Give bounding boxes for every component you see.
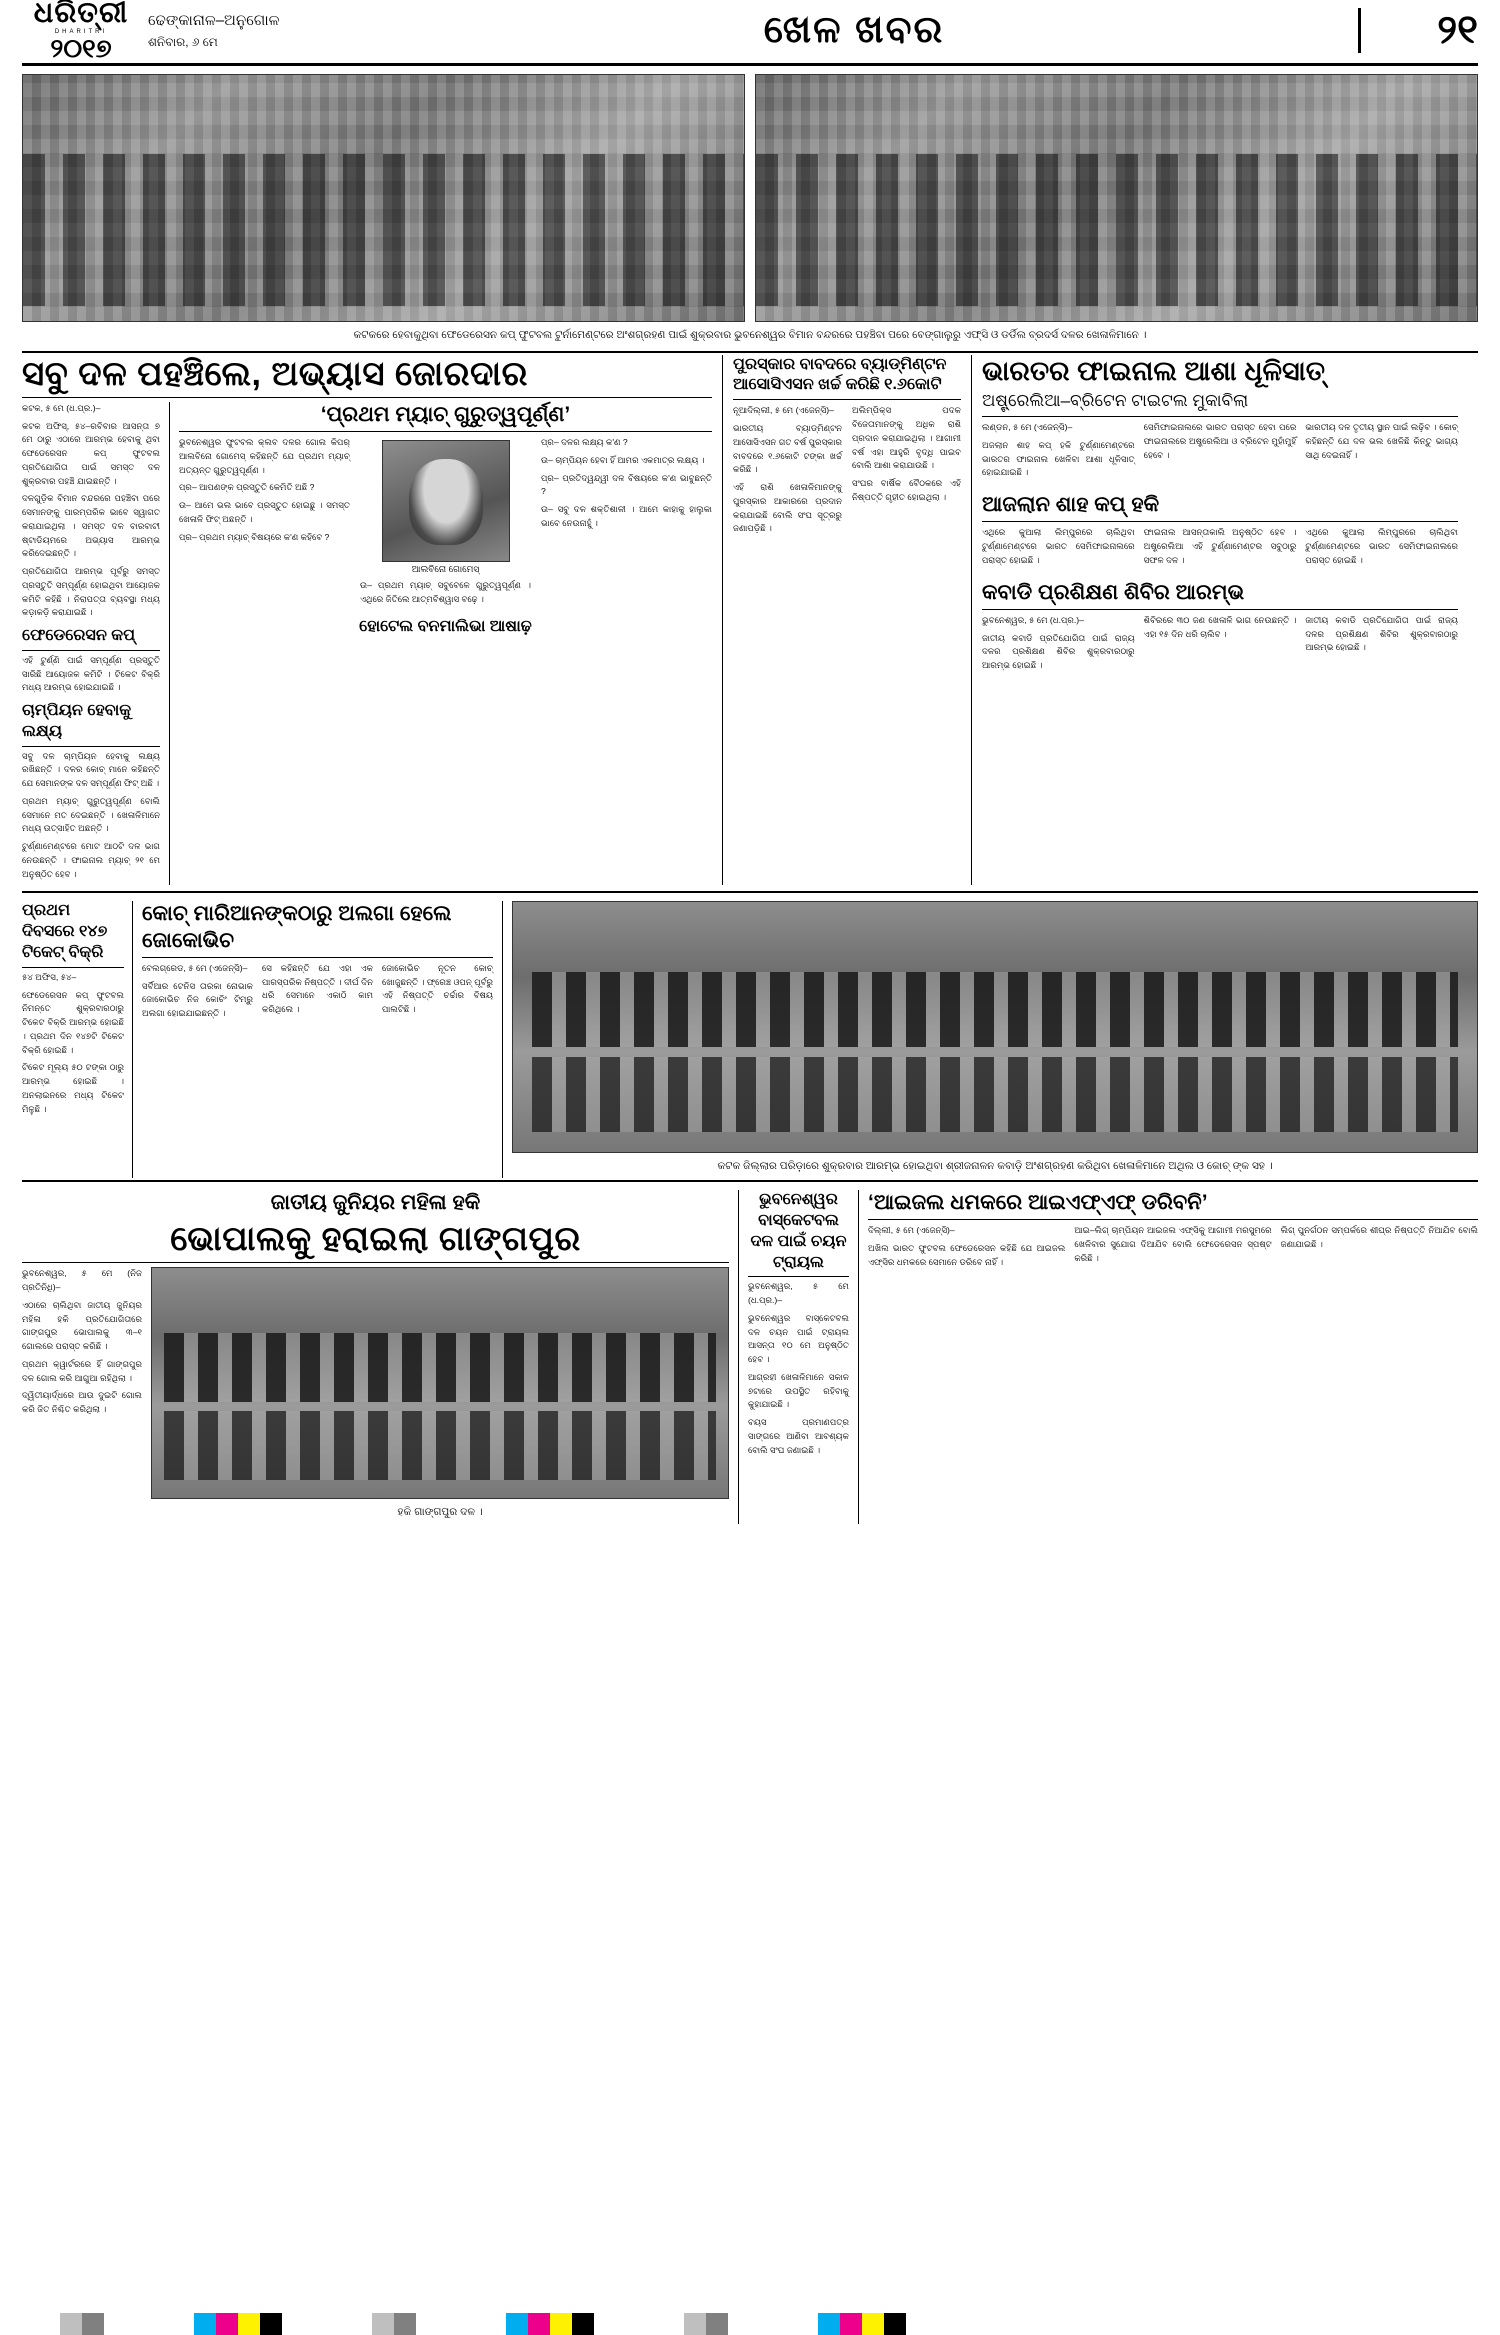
hockey-text-col bbox=[22, 1267, 142, 1524]
hockey-photo-block bbox=[151, 1267, 729, 1524]
qa-q-4: ପ୍ର– ପ୍ରତିଦ୍ୱନ୍ଦ୍ୱୀ ଦଳ ବିଷୟରେ କ'ଣ ଭାବୁଛନ୍ତି ? bbox=[541, 472, 712, 497]
basketball-story bbox=[738, 1190, 858, 1524]
kabaddi-photo-caption: କଟକ ଜିଲ୍ଲାର ପରିଡ଼ାରେ ଶୁକ୍ରବାର ଆରମ୍ଭ ହୋଇଥିବା ଶ୍ରୀଜନାଳନ କବାଡ଼ି ଅଂଶଗ୍ରହଣ କରିଥିବା ଖେଳାଳିମାନେ ଅଥିଲ ଓ କୋଚ୍ ଙ୍କ ସହ । bbox=[717, 1160, 1273, 1173]
basketball-headline: ଭୁବନେଶ୍ୱର ବାସ୍କେଟବଲ ଦଳ ପାଇଁ ଚୟନ ଟ୍ରାୟଲ bbox=[750, 1191, 847, 1271]
photo-hockey-team bbox=[151, 1267, 729, 1499]
swatch-cyan-b bbox=[506, 2313, 528, 2335]
swatch-cyan-c bbox=[818, 2313, 840, 2335]
interview-col-right bbox=[541, 436, 712, 611]
hockey-dateline: ଭୁବନେଶ୍ୱର, ୫ ମେ (ନିଜ ପ୍ରତିନିଧି)– bbox=[22, 1268, 142, 1293]
swatch-black-c bbox=[884, 2313, 906, 2335]
tender-para-4: ସଂଘର ବାର୍ଷିକ ବୈଠକରେ ଏହି ନିଷ୍ପତ୍ତି ଗୃହୀତ ହୋଇଥିଲା । bbox=[852, 478, 961, 502]
basketball-para-3: ବୟସ ପ୍ରମାଣପତ୍ର ସାଙ୍ଗରେ ଆଣିବା ଆବଶ୍ୟକ ବୋଲି ସଂଘ ଜଣାଇଛି । bbox=[748, 1417, 849, 1455]
interview-col-portrait bbox=[360, 436, 531, 611]
djokovic-story bbox=[132, 901, 502, 1178]
ausbrit-para-3: ଭାରତୀୟ ଦଳ ତୃତୀୟ ସ୍ଥାନ ପାଇଁ ଲଢ଼ିବ । କୋଚ୍ କହିଛନ୍ତି ଯେ ଦଳ ଭଲ ଖେଳିଛି କିନ୍ତୁ ଭାଗ୍ୟ ସାଥି ଦେଇନାହିଁ । bbox=[1305, 422, 1459, 460]
main-para-3: ପ୍ରତିଯୋଗିତା ଆରମ୍ଭ ପୂର୍ବରୁ ସମସ୍ତ ପ୍ରସ୍ତୁତି ସମ୍ପୂର୍ଣ୍ଣ ହୋଇଥିବା ଆୟୋଜକ କମିଟି କହିଛି । ନିରାପତ୍ତା ବ୍ୟବସ୍ଥା ମଧ୍ୟ କଡ଼ାକଡ଼ି କରାଯାଇଛି । bbox=[22, 566, 160, 618]
page-title: ଖେଳ ଖବର bbox=[763, 9, 945, 51]
ausbrit-subhead: ଅଷ୍ଟ୍ରେଲିଆ–ବ୍ରିଟେନ ଟାଇଟଲ ମୁକାବିଲା bbox=[982, 391, 1249, 411]
basketball-dateline: ଭୁବନେଶ୍ୱର, ୫ ମେ (ଧ.ପ୍ର.)– bbox=[748, 1281, 849, 1306]
main-headline: ସବୁ ଦଳ ପହଞ୍ଚିଲେ, ଅଭ୍ୟାସ ଜୋରଦାର bbox=[22, 354, 528, 393]
tender-dateline: ନୂଆଦିଲ୍ଲୀ, ୫ ମେ (ଏଜେନ୍ସି)– bbox=[733, 405, 834, 416]
color-registration-bar bbox=[0, 2313, 1500, 2335]
djokovic-dateline: ବେଲଗ୍ରେଡ, ୫ ମେ (ଏଜେନ୍ସି)– bbox=[142, 962, 248, 973]
basketball-para-2: ଆଗ୍ରହୀ ଖେଳାଳିମାନେ ସକାଳ ୭ଟାରେ ଉପସ୍ଥିତ ରହିବାକୁ କୁହାଯାଇଛି । bbox=[748, 1371, 849, 1410]
swatch-gray1-b bbox=[372, 2313, 394, 2335]
hockey-para-3: ଦ୍ୱିତୀୟାର୍ଦ୍ଧରେ ଆଉ ଦୁଇଟି ଗୋଲ କରି ଜିତ ନିଶ୍ଚିତ କରିଥିଲା । bbox=[22, 1390, 142, 1415]
portrait-caption: ଆଲବିନୋ ଗୋମେସ୍ bbox=[411, 564, 480, 575]
lower-content-row bbox=[22, 901, 1478, 1178]
tickets-story bbox=[22, 901, 132, 1178]
main-para-1: କଟକ ଅଫିସ୍, ୫୪–ରବିବାର ଆସନ୍ତା ୭ ମେ ଠାରୁ ଏଠାରେ ଆରମ୍ଭ ହେବାକୁ ଥିବା ଫେଡେରେସନ କପ୍ ଫୁଟବଲ ପ୍ରତିଯୋଗିତା ପାଇଁ ସମସ୍ତ ଦଳ ଶୁକ୍ରବାର ପହଞ୍ଚି ଯାଇଛନ୍ତି । bbox=[22, 420, 160, 486]
photo-team-arrival-right bbox=[755, 74, 1478, 322]
left-zone bbox=[22, 355, 722, 886]
edition-date: ଶନିବାର, ୬ ମେ bbox=[148, 34, 218, 49]
ifr-para-2: ଆଇ–ଲିଗ୍ ଚାମ୍ପିୟନ ଆଇଜଲ ଏଫ୍‌ସିକୁ ଆଗାମୀ ମରସୁମରେ ଖେଳିବାର ସୁଯୋଗ ଦିଆଯିବ ବୋଲି ଫେଡେରେସନ ସ୍ପଷ୍ଟ କରିଛି । bbox=[1074, 1225, 1272, 1263]
azlan-col-3 bbox=[1305, 526, 1458, 571]
hockey-headline: ଭୋପାଲକୁ ହରାଇଲା ଗାଙ୍ଗପୁର bbox=[170, 1220, 581, 1259]
ausbrit-dateline: ଲଣ୍ଡନ, ୫ ମେ (ଏଜେନ୍ସି)– bbox=[982, 422, 1073, 433]
djokovic-para-2: ସେ କହିଛନ୍ତି ଯେ ଏହା ଏକ ପାରସ୍ପରିକ ନିଷ୍ପତ୍ତି । ଦୀର୍ଘ ଦିନ ଧରି ସେମାନେ ଏକାଠି କାମ କରିଥିଲେ । bbox=[262, 962, 373, 1015]
registration-group-4 bbox=[506, 2313, 594, 2335]
kabaddi-para-1: ଜାତୀୟ କବାଡି ପ୍ରତିଯୋଗିତା ପାଇଁ ରାଜ୍ୟ ଦଳର ପ୍ରଶିକ୍ଷଣ ଶିବିର ଶୁକ୍ରବାରଠାରୁ ଆରମ୍ଭ ହୋଇଛି । bbox=[982, 632, 1135, 671]
qa-a-4: ଉ– ସବୁ ଦଳ ଶକ୍ତିଶାଳୀ । ଆମେ କାହାକୁ ହାଲୁକା ଭାବେ ନେଉନାହୁଁ । bbox=[541, 504, 712, 528]
kabaddi-col-2 bbox=[1144, 614, 1297, 677]
swatch-yellow-b bbox=[550, 2313, 572, 2335]
djokovic-col-3 bbox=[382, 962, 493, 1025]
logo-year: ୨୦୧୭ bbox=[50, 33, 112, 64]
photo-team-arrival-left bbox=[22, 74, 745, 322]
swatch-gray2-b bbox=[394, 2313, 416, 2335]
kabaddi-para-1b: ଜାତୀୟ କବାଡି ପ୍ରତିଯୋଗିତା ପାଇଁ ରାଜ୍ୟ ଦଳର ପ୍ରଶିକ୍ଷଣ ଶିବିର ଶୁକ୍ରବାରଠାରୁ ଆରମ୍ଭ ହୋଇଛି । bbox=[1305, 614, 1459, 653]
top-photo-caption: କଟକରେ ହେବାକୁଥିବା ଫେଡେରେସନ କପ୍ ଫୁଟବଲ ଟୁର୍ନାମେଣ୍ଟରେ ଅଂଶଗ୍ରହଣ ପାଇଁ ଶୁକ୍ରବାର ଭୁବନେଶ୍ୱର ବିମାନ ବନ୍ଦରରେ ପହଞ୍ଚିବା ପରେ ବେଙ୍ଗାଲୁରୁ ଏଫ୍‌ସି ଓ ଡର୍ଡିଲ ବ୍ରଦର୍ସ ଦଳର ଖେଳାଳିମାନେ । bbox=[353, 329, 1147, 341]
main-story-column bbox=[22, 402, 160, 886]
kabaddi-para-2: ଶିବିରରେ ୩୦ ଜଣ ଖେଳାଳି ଭାଗ ନେଉଛନ୍ତି । ଏହା ୧୫ ଦିନ ଧରି ଚାଲିବ । bbox=[1143, 614, 1297, 639]
tender-story bbox=[722, 355, 972, 886]
top-photo-row bbox=[22, 74, 1478, 322]
hockey-kicker: ଜାତୀୟ ଜୁନିୟର ମହିଳା ହକି bbox=[270, 1191, 481, 1215]
page-number: ୨୧ bbox=[1358, 8, 1478, 53]
ausbrit-col-3 bbox=[1305, 421, 1458, 484]
sub1-title: ଫେଡେରେସନ କପ୍ bbox=[22, 627, 136, 645]
masthead bbox=[22, 0, 1478, 66]
tender-headline: ପୁରସ୍କାର ବାବଦରେ ବ୍ୟାଡ୍‌ମିଣ୍ଟନ ଆସୋସିଏସନ ଖର୍ଚ୍ଚ କରିଛି ୧.୬କୋଟି bbox=[733, 355, 947, 394]
bottom-content-row bbox=[22, 1190, 1478, 1524]
photo-kabaddi-group bbox=[512, 901, 1478, 1153]
qa-a-2: ଉ– ପ୍ରଥମ ମ୍ୟାଚ୍ ସବୁବେଳେ ଗୁରୁତ୍ୱପୂର୍ଣ୍ଣ । ଏଥିରେ ଜିତିଲେ ଆତ୍ମବିଶ୍ୱାସ ବଢ଼େ । bbox=[360, 580, 531, 604]
qa-q-3: ପ୍ର– ଦଳର ଲକ୍ଷ୍ୟ କ'ଣ ? bbox=[541, 437, 628, 448]
djokovic-col-1 bbox=[142, 962, 253, 1025]
tender-para-2: ଏହି ରାଶି ଖେଳାଳିମାନଙ୍କୁ ପୁରସ୍କାର ଆକାରରେ ପ୍ରଦାନ କରାଯାଇଛି ବୋଲି ସଂଘ ସୂତ୍ରରୁ ଜଣାପଡ଼ିଛି । bbox=[733, 482, 842, 534]
djokovic-para-1: ସର୍ବିଆର ଟେନିସ ତାରକା ନୋଭାକ ଜୋକୋଭିଚ ନିଜ କୋଚିଂ ଟିମ୍‌ରୁ ଅଲଗା ହୋଇଯାଇଛନ୍ତି । bbox=[142, 980, 253, 1019]
swatch-gray1 bbox=[60, 2313, 82, 2335]
edition-place: ଢେଙ୍କାନାଳ–ଅନୁଗୋଳ bbox=[148, 12, 280, 30]
azlan-para-2: ଫାଇନାଲ ଆସନ୍ତାକାଲି ଅନୁଷ୍ଠିତ ହେବ । ଅଷ୍ଟ୍ରେଲିଆ ଏହି ଟୁର୍ଣ୍ଣାମେଣ୍ଟର ସବୁଠାରୁ ସଫଳ ଦଳ । bbox=[1143, 527, 1297, 565]
ifr-col-2 bbox=[1074, 1224, 1271, 1273]
ausbrit-col-2 bbox=[1144, 421, 1297, 484]
swatch-magenta-c bbox=[840, 2313, 862, 2335]
tickets-headline: ପ୍ରଥମ ଦିବସରେ ୧୪୭ ଟିକେଟ୍ ବିକ୍ରି bbox=[22, 902, 108, 962]
tickets-para-2: ଟିକେଟ ମୂଲ୍ୟ ୫୦ ଟଙ୍କା ଠାରୁ ଆରମ୍ଭ ହୋଇଛି । ଅନଲାଇନରେ ମଧ୍ୟ ଟିକେଟ ମିଳୁଛି । bbox=[22, 1062, 124, 1114]
qa-q-2: ପ୍ର– ପ୍ରଥମ ମ୍ୟାଚ୍ ବିଷୟରେ କ'ଣ କହିବେ ? bbox=[179, 531, 330, 542]
kabaddi-photo-block bbox=[502, 901, 1478, 1178]
swatch-cyan bbox=[194, 2313, 216, 2335]
registration-group-5 bbox=[684, 2313, 728, 2335]
hockey-para-1: ଏଠାରେ ଚାଲିଥିବା ଜାତୀୟ ଜୁନିୟର ମହିଳା ହକି ପ୍ରତିଯୋଗିତାରେ ଗାଙ୍ଗପୁର ଭୋପାଲକୁ ୩–୧ ଗୋଲରେ ପରାସ୍ତ କରିଛି । bbox=[22, 1299, 142, 1352]
hockey-photo-caption: ହକି ଗାଙ୍ଗପୁର ଦଳ । bbox=[397, 1506, 483, 1519]
azlan-para-1b: ଏଥିରେ କୁଆଲା ଲିମ୍ପୁରରେ ଚାଲିଥିବା ଟୁର୍ଣ୍ଣାମେଣ୍ଟରେ ଭାରତ ସେମିଫାଇନାଲରେ ପରାସ୍ତ ହୋଇଛି । bbox=[1305, 527, 1459, 565]
main-para-2: ଦଳଗୁଡ଼ିକ ବିମାନ ବନ୍ଦରରେ ପହଞ୍ଚିବା ପରେ ସେମାନଙ୍କୁ ପାରମ୍ପରିକ ଭାବେ ସ୍ୱାଗତ କରାଯାଇଥିଲା । ସମସ୍ତ ଦଳ ବାରବାଟୀ ଷ୍ଟାଡିୟମରେ ଅଭ୍ୟାସ ଆରମ୍ଭ କରିଦେଇଛନ୍ତି । bbox=[22, 493, 160, 559]
djokovic-para-3: ଜୋକୋଭିଚ ନୂତନ କୋଚ୍ ଖୋଜୁଛନ୍ତି । ଫ୍ରେଞ୍ଚ ଓପନ୍ ପୂର୍ବରୁ ଏହି ନିଷ୍ପତ୍ତି ଚର୍ଚ୍ଚାର ବିଷୟ ପାଲଟିଛି । bbox=[382, 962, 493, 1015]
ifr-dateline: ଦିଲ୍ଲୀ, ୫ ମେ (ଏଜେନ୍ସି)– bbox=[868, 1225, 955, 1236]
main-content-row bbox=[22, 355, 1478, 886]
ifr-para-1: ଅଖିଲ ଭାରତ ଫୁଟବଲ ଫେଡେରେସନ କହିଛି ଯେ ଆଇଜଲ ଏଫ୍‌ସିର ଧମକରେ ସେମାନେ ଡରିବେ ନାହିଁ । bbox=[868, 1243, 1066, 1267]
sub2-para-3: ଟୁର୍ଣ୍ଣାମେଣ୍ଟରେ ମୋଟ ଆଠଟି ଦଳ ଭାଗ ନେଉଛନ୍ତି । ଫାଇନାଲ ମ୍ୟାଚ୍ ୨୧ ମେ ଅନୁଷ୍ଠିତ ହେବ । bbox=[22, 841, 160, 879]
hockey-story bbox=[22, 1190, 738, 1524]
interview-signature: ହୋଟେଲ ବନମାଲିଭା ଆଷାଢ଼ bbox=[359, 617, 532, 635]
sub2-title: ଚାମ୍ପିୟନ ହେବାକୁ ଲକ୍ଷ୍ୟ bbox=[22, 702, 132, 740]
qa-a-3: ଉ– ଚାମ୍ପିୟନ ହେବା ହିଁ ଆମର ଏକମାତ୍ର ଲକ୍ଷ୍ୟ । bbox=[541, 454, 705, 465]
masthead-edition bbox=[140, 10, 350, 51]
interview-col-left bbox=[179, 436, 350, 611]
swatch-yellow bbox=[238, 2313, 260, 2335]
registration-group-6 bbox=[818, 2313, 906, 2335]
main-dateline: କଟକ, ୫ ମେ (ଧ.ପ୍ର.)– bbox=[22, 402, 101, 413]
portrait-photo bbox=[382, 440, 510, 562]
ausbrit-col-1 bbox=[982, 421, 1135, 484]
ausbrit-para-2: ସେମିଫାଇନାଲରେ ଭାରତ ପରାସ୍ତ ହେବା ପରେ ଫାଇନାଲରେ ଅଷ୍ଟ୍ରେଲିଆ ଓ ବ୍ରିଟେନ ମୁହାଁମୁହିଁ ହେବେ । bbox=[1143, 422, 1297, 460]
ifr-headline: ‘ଆଇଜଲ ଧମକରେ ଆଇଏଫ୍‌ଏଫ୍‌ ଡରିବନି’ bbox=[868, 1191, 1208, 1215]
swatch-magenta bbox=[216, 2313, 238, 2335]
registration-group-3 bbox=[372, 2313, 416, 2335]
azlan-para-1: ଏଥିରେ କୁଆଲା ଲିମ୍ପୁରରେ ଚାଲିଥିବା ଟୁର୍ଣ୍ଣାମେଣ୍ଟରେ ଭାରତ ସେମିଫାଇନାଲରେ ପରାସ୍ତ ହୋଇଛି । bbox=[982, 527, 1135, 565]
registration-group-1 bbox=[60, 2313, 104, 2335]
sub2-para-1: ସବୁ ଦଳ ଚାମ୍ପିୟନ ହେବାକୁ ଲକ୍ଷ୍ୟ ରଖିଛନ୍ତି । ଦଳର କୋଚ୍ ମାନେ କହିଛନ୍ତି ଯେ ସେମାନଙ୍କ ଦଳ ସମ୍ପୂର୍ଣ୍ଣ ଫିଟ୍ ଅଛି । bbox=[22, 750, 160, 789]
azlan-headline: ଆଜଲାନ ଶାହ କପ୍ ହକି bbox=[982, 493, 1160, 517]
basketball-para-1: ଭୁବନେଶ୍ୱର ବାସ୍କେଟବଲ ଦଳ ଚୟନ ପାଇଁ ଟ୍ରାୟଲ ଆସନ୍ତା ୧୦ ମେ ଅନୁଷ୍ଠିତ ହେବ । bbox=[748, 1312, 849, 1365]
djokovic-col-2 bbox=[262, 962, 373, 1025]
tender-col-1 bbox=[733, 404, 842, 540]
kabaddi-col-1 bbox=[982, 614, 1135, 677]
swatch-gray2-c bbox=[706, 2313, 728, 2335]
registration-group-2 bbox=[194, 2313, 282, 2335]
qa-q-1: ପ୍ର– ଆପଣଙ୍କ ପ୍ରସ୍ତୁତି କେମିତି ଅଛି ? bbox=[179, 482, 315, 493]
swatch-magenta-b bbox=[528, 2313, 550, 2335]
sub2-para-2: ପ୍ରଥମ ମ୍ୟାଚ୍ ଗୁରୁତ୍ୱପୂର୍ଣ୍ଣ ବୋଲି ସେମାନେ ମତ ଦେଇଛନ୍ତି । ଖେଳାଳିମାନେ ମଧ୍ୟ ଉତ୍ସାହିତ ଅଛନ୍ତି । bbox=[22, 795, 160, 834]
interview-intro: ଭୁବନେଶ୍ୱର ଫୁଟବଲ କ୍ଲବ ଦଳର ଗୋଲ କିପର୍ ଆଲବିନୋ ଗୋମେସ୍ କହିଛନ୍ତି ଯେ ପ୍ରଥମ ମ୍ୟାଚ୍ ଅତ୍ୟନ୍ତ ଗୁରୁତ୍ୱପୂର୍ଣ୍ଣ । bbox=[179, 437, 350, 475]
tickets-para-1: ଫେଡେରେସନ କପ୍ ଫୁଟବଲ ନିମନ୍ତେ ଶୁକ୍ରବାରଠାରୁ ଟିକେଟ ବିକ୍ରି ଆରମ୍ଭ ହୋଇଛି । ପ୍ରଥମ ଦିନ ୧୪୭ଟି ଟିକେଟ ବିକ୍ରି ହୋଇଛି । bbox=[22, 989, 124, 1055]
interview-block bbox=[169, 402, 712, 886]
newspaper-logo bbox=[22, 0, 140, 63]
ausbrit-headline: ଭାରତର ଫାଇନାଲ ଆଶା ଧୂଳିସାତ୍ bbox=[982, 355, 1325, 386]
interview-headline: ‘ପ୍ରଥମ ମ୍ୟାଚ୍ ଗୁରୁତ୍ୱପୂର୍ଣ୍ଣ’ bbox=[320, 402, 571, 426]
kabaddi-dateline: ଭୁବନେଶ୍ୱର, ୫ ମେ (ଧ.ପ୍ର.)– bbox=[982, 614, 1084, 625]
sub1-para-1: ଏହି ଟୁର୍ଣ୍ଣି ପାଇଁ ସମ୍ପୂର୍ଣ୍ଣ ପ୍ରସ୍ତୁତି ସାରିଛି ଆୟୋଜକ କମିଟି । ଟିକେଟ ବିକ୍ରି ମଧ୍ୟ ଆରମ୍ଭ ହୋଇଯାଇଛି । bbox=[22, 654, 160, 693]
swatch-gray1-c bbox=[684, 2313, 706, 2335]
swatch-black bbox=[260, 2313, 282, 2335]
ifr-story bbox=[858, 1190, 1478, 1524]
tender-para-1: ଭାରତୀୟ ବ୍ୟାଡ୍‌ମିଣ୍ଟନ ଆସୋସିଏସନ ଗତ ବର୍ଷ ପୁରସ୍କାର ବାବଦରେ ୧.୬କୋଟି ଟଙ୍କା ଖର୍ଚ୍ଚ କରିଛି । bbox=[733, 423, 842, 475]
tickets-dateline: ୫୪ ଅଫିସ, ୫୪– bbox=[22, 971, 77, 982]
azlan-col-1 bbox=[982, 526, 1135, 571]
tender-col-2 bbox=[852, 404, 961, 540]
kabaddi-headline: କବାଡି ପ୍ରଶିକ୍ଷଣ ଶିବିର ଆରମ୍ଭ bbox=[982, 580, 1245, 604]
ifr-col-3 bbox=[1281, 1224, 1478, 1273]
right-zone bbox=[972, 355, 1458, 886]
swatch-gray2 bbox=[82, 2313, 104, 2335]
qa-a-1: ଉ– ଆମେ ଭଲ ଭାବେ ପ୍ରସ୍ତୁତ ହୋଇଛୁ । ସମସ୍ତ ଖେଳାଳି ଫିଟ୍ ଅଛନ୍ତି । bbox=[179, 500, 350, 524]
logo-title: ଧରିତ୍ରୀ bbox=[33, 0, 129, 30]
ifr-col-1 bbox=[868, 1224, 1065, 1273]
hockey-para-2: ପ୍ରଥମ କ୍ୱାର୍ଟରରେ ହିଁ ଗାଙ୍ଗପୁର ଦଳ ଗୋଲ କରି ଆଗୁଆ ରହିଥିଲା । bbox=[22, 1358, 142, 1383]
tender-para-3: ଅଲିମ୍ପିକ୍ସ ପଦକ ବିଜେତାମାନଙ୍କୁ ଅଧିକ ରାଶି ପ୍ରଦାନ କରାଯାଇଥିଲା । ଆଗାମୀ ବର୍ଷ ଏହା ଆହୁରି ବୃଦ୍ଧି ପାଇବ ବୋଲି ଆଶା କରାଯାଉଛି । bbox=[852, 405, 961, 471]
djokovic-headline: କୋଚ୍ ମାରିଆନଙ୍କଠାରୁ ଅଲଗା ହେଲେ ଜୋକୋଭିଚ bbox=[142, 902, 452, 952]
ifr-para-3: ଲିଗ୍ ପୁନର୍ଗଠନ ସମ୍ପର୍କରେ ଶୀଘ୍ର ନିଷ୍ପତ୍ତି ନିଆଯିବ ବୋଲି ଜଣାଯାଇଛି । bbox=[1280, 1225, 1478, 1250]
swatch-yellow-c bbox=[862, 2313, 884, 2335]
logo-subtitle: DHARITRI bbox=[54, 28, 108, 35]
azlan-col-2 bbox=[1144, 526, 1297, 571]
kabaddi-col-3 bbox=[1305, 614, 1458, 677]
ausbrit-para-1: ଅଜଲାନ ଶାହ କପ୍ ହକି ଟୁର୍ଣ୍ଣାମେଣ୍ଟରେ ଭାରତର ଫାଇନାଲ ଖେଳିବା ଆଶା ଧୂଳିସାତ୍ ହୋଇଯାଇଛି । bbox=[982, 439, 1135, 478]
swatch-black-b bbox=[572, 2313, 594, 2335]
